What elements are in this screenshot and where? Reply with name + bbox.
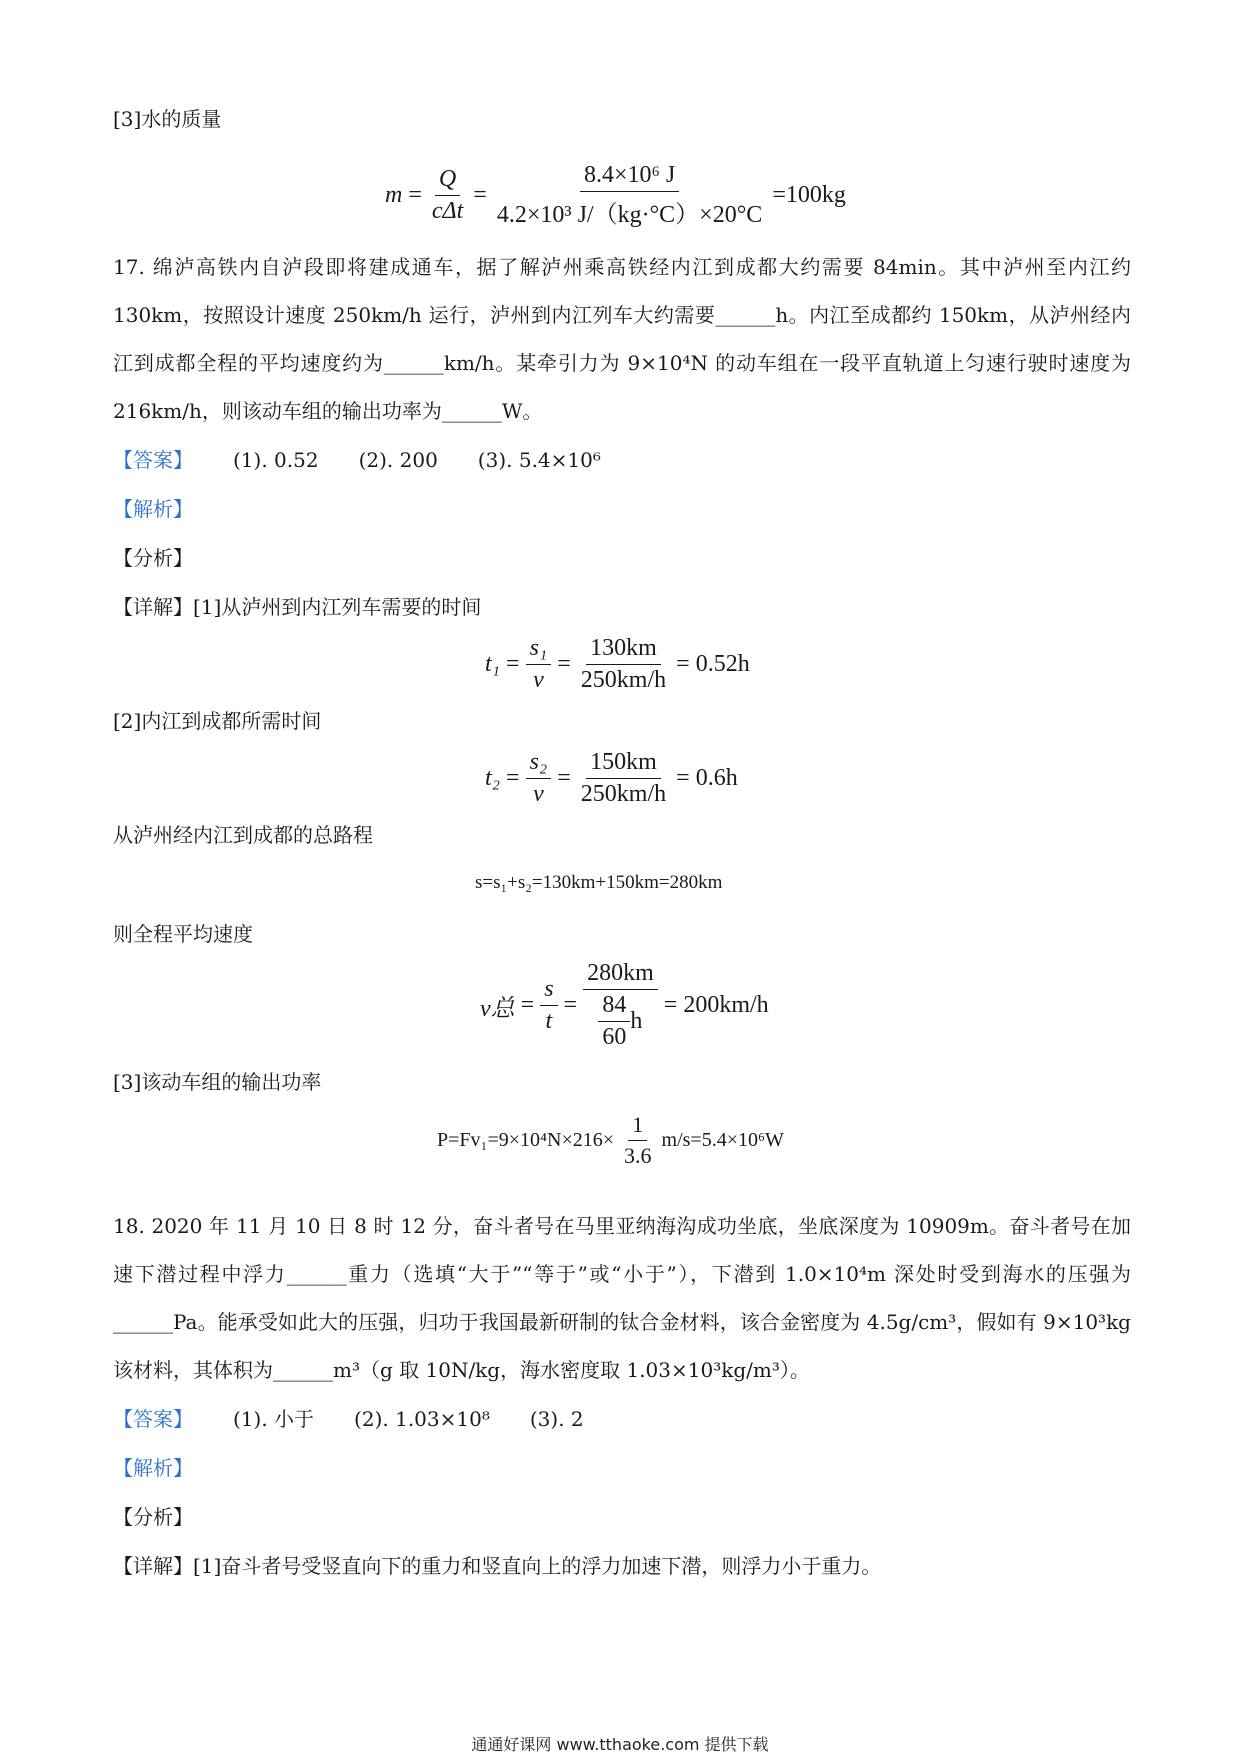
formula-t2: t₂ = $\frac{\text{s₂}}{v}$ = $\frac{150km}{250km/h}$ = 0.6h	[485, 749, 738, 807]
analysis-tag: 【解析】	[113, 497, 193, 521]
nested-numerator: 84	[598, 992, 630, 1022]
formula-power	[437, 1112, 784, 1169]
formula-t1: t₁ = $\frac{\text{s₁}}{v}$ = $\frac{130km}{250km/h}$ = 0.52h	[485, 635, 750, 693]
fraction-numerator: 150km	[586, 749, 661, 779]
detail-text: [1]从泸州到内江列车需要的时间	[193, 595, 482, 619]
fraction-numerator: 1	[628, 1112, 647, 1141]
answer-1: (1). 0.52	[233, 448, 319, 472]
fraction-denominator: t	[545, 1008, 553, 1034]
detail-tag: 【详解】	[113, 595, 193, 619]
analysis-tag: 【解析】	[113, 1456, 193, 1480]
formula-result: 0.52h	[695, 651, 750, 677]
formula-result: 100kg	[785, 182, 846, 208]
answer-tag: 【答案】	[113, 1407, 193, 1431]
formula-lhs: t₁	[485, 651, 501, 677]
detail-line-2: [2]内江到成都所需时间	[113, 709, 322, 733]
fraction-denominator: 4.2×10³ J/（kg·°C）×20°C	[496, 202, 763, 228]
fenxi-tag: 【分析】	[113, 546, 193, 570]
page-footer: 通通好课网 www.tthaoke.com 提供下载	[471, 1735, 769, 1754]
fraction-denominator: 3.6	[624, 1143, 652, 1168]
fraction-denominator: v	[533, 667, 544, 693]
fraction-numerator: s₁	[526, 635, 552, 665]
detail-line-1	[113, 594, 481, 620]
question-17: 17. 绵泸高铁内自泸段即将建成通车，据了解泸州乘高铁经内江到成都大约需要 84min。其中泸州至内江约 130km，按照设计速度 250km/h 运行，泸州到内江列车大约需要______h。内江至成都约 150km，从泸州经内江到成都全程的平均速度约为______km/h。某牵引力为 9×10⁴N 的动车组在一段平直轨道上匀速行驶时速度为 216km/h，则该动车组的输出功率为______W。	[113, 255, 1131, 423]
fraction-numerator: Q	[435, 166, 460, 196]
formula-lhs: v总	[480, 996, 515, 1022]
formula-left: P=Fv₁=9×10⁴N×216×	[437, 1129, 615, 1151]
answer-row	[113, 447, 601, 473]
fenxi-tag: 【分析】	[113, 1505, 193, 1529]
fraction-denominator: v	[533, 781, 544, 807]
fraction-numerator: s	[540, 976, 557, 1006]
answer-3: (3). 5.4×10⁶	[477, 448, 601, 472]
formula-right: m/s=5.4×10⁶W	[661, 1129, 784, 1151]
answer-3: (3). 2	[529, 1407, 584, 1431]
formula-lhs: m	[385, 182, 403, 208]
answer-2: (2). 200	[358, 448, 438, 472]
detail-line-3: 从泸州经内江到成都的总路程	[113, 823, 373, 847]
formula-lhs: t₂	[485, 765, 501, 791]
formula-water-mass: m = $\frac{Q}{\text{cΔt}}$ = $\frac{\text{8.4×10⁶ J}}{\text{4.2×10³ J/（kg·°C）×20°C}}$ = 100kg	[385, 162, 846, 228]
fraction-denominator: 250km/h	[580, 781, 667, 807]
formula-total-distance: s=s₁+s₂=130km+150km=280km	[475, 872, 723, 893]
formula-result: 200km/h	[683, 992, 769, 1018]
fraction-numerator: 8.4×10⁶ J	[580, 162, 679, 192]
detail-line-4: 则全程平均速度	[113, 922, 253, 946]
answer-row	[113, 1406, 584, 1432]
detail-line: 【详解】[1]奋斗者号受竖直向下的重力和竖直向上的浮力加速下潜，则浮力小于重力。	[113, 1554, 882, 1578]
fraction-denominator: cΔt	[431, 198, 464, 224]
fraction-numerator: 280km	[583, 960, 658, 990]
step-label: [3]水的质量	[113, 107, 222, 131]
nested-denominator: 60	[602, 1024, 627, 1050]
fraction-numerator: s₂	[526, 749, 552, 779]
answer-1: (1). 小于	[233, 1407, 315, 1431]
detail-line-5: [3]该动车组的输出功率	[113, 1070, 322, 1094]
nested-unit: h	[630, 1008, 643, 1034]
fraction-numerator: 130km	[586, 635, 661, 665]
fraction-denominator	[594, 990, 646, 1051]
fraction-denominator: 250km/h	[580, 667, 667, 693]
question-18: 18. 2020 年 11 月 10 日 8 时 12 分，奋斗者号在马里亚纳海沟成功坐底，坐底深度为 10909m。奋斗者号在加速下潜过程中浮力______重力（选填“大于”“等于”或“小于”），下潜到 1.0×10⁴m 深处时受到海水的压强为______Pa。能承受如此大的压强，归功于我国最新研制的钛合金材料，该合金密度为 4.5g/cm³，假如有 9×10³kg 该材料，其体积为______m³（g 取 10N/kg，海水密度取 1.03×10³kg/m³）。	[113, 1214, 1131, 1382]
formula-avg-speed: v总 = $\frac{s}{t}$ = 280km $\frac{84}{60}$ h = 200km/h	[480, 960, 769, 1050]
answer-2: (2). 1.03×10⁸	[354, 1407, 490, 1431]
formula-result: 0.6h	[695, 765, 738, 791]
answer-tag: 【答案】	[113, 448, 193, 472]
